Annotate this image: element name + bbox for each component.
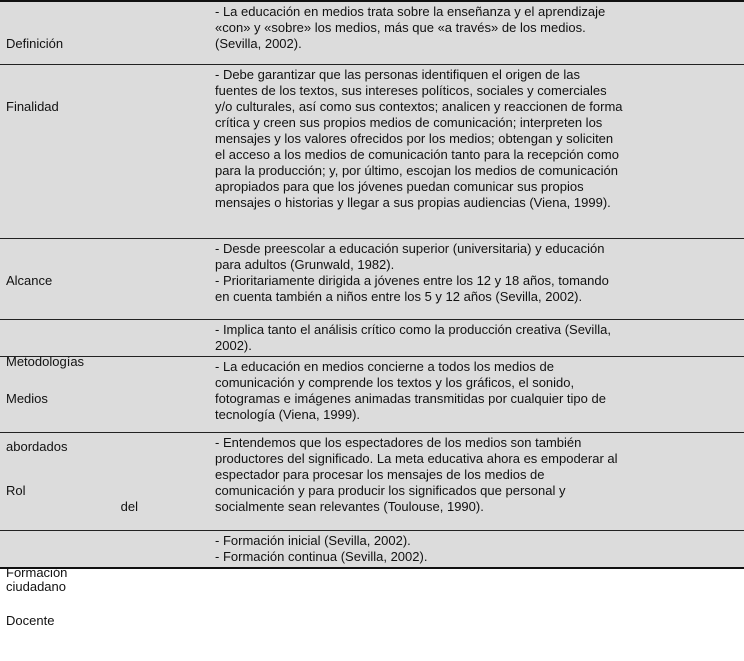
row-label: Alcance <box>6 273 53 288</box>
row-text: - Formación inicial (Sevilla, 2002). - Formación continua (Sevilla, 2002). <box>215 533 428 564</box>
row-label-split: Rol del <box>6 483 138 514</box>
row-label: Finalidad <box>6 99 59 114</box>
table-row-metodologias <box>0 319 744 369</box>
row-text: - La educación en medios concierne a todos los medios de comunicación y comprende los textos y los gráficos, el sonido, fotogramas e imágenes animadas transmitidas por cualquier tipo de tecnología (Viena, 1999). <box>215 359 606 422</box>
row-text: - Desde preescolar a educación superior (universitaria) y educación para adultos (Grunwald, 1982). - Prioritariamente dirigida a jóvenes entre los 12 y 18 años, tomando en cuenta también a niños entre los 5 y 12 años (Sevilla, 2002). <box>215 241 609 304</box>
row-text: - Entendemos que los espectadores de los medios son también productores del significado. La meta educativa ahora es empoderar al espectador para procesar los mensajes de los medios de comunicación y para producir los significados que personal y socialmente sean relevantes (Toulouse, 1990). <box>215 435 618 514</box>
row-label: Metodologías <box>6 354 85 369</box>
row-label: Medios abordados <box>6 391 68 454</box>
row-text: - La educación en medios trata sobre la enseñanza y el aprendizaje «con» y «sobre» los medios, más que «a través» de los medios. (Sevilla, 2002). <box>215 4 606 51</box>
table-row-alcance <box>0 238 744 319</box>
table-row-definicion <box>0 2 744 64</box>
row-label: Formación Docente <box>6 565 68 628</box>
table-row-finalidad <box>0 64 744 238</box>
table-row-medios-abordados <box>0 356 744 454</box>
row-label: Rol del ciudadano <box>6 435 204 627</box>
row-text: - Debe garantizar que las personas identifiquen el origen de las fuentes de los textos, sus intereses políticos, sociales y comerciales y/o culturales, así como sus contextos; analicen y reaccionen de forma crítica y creen sus propios medios de comunicación; interpreten los mensajes y los valores ofrecidos por los medios; obtengan y soliciten el acceso a los medios de comunicación tanto para la recepción como para la producción; y, por último, escojan los medios de comunicación apropiados para que los jóvenes puedan comunicar sus propios mensajes o historias y llegar a sus propias audiencias (Viena, 1999). <box>215 67 623 210</box>
row-label: Definición <box>6 36 64 51</box>
row-text: - Implica tanto el análisis crítico como la producción creativa (Sevilla, 2002). <box>215 322 611 353</box>
